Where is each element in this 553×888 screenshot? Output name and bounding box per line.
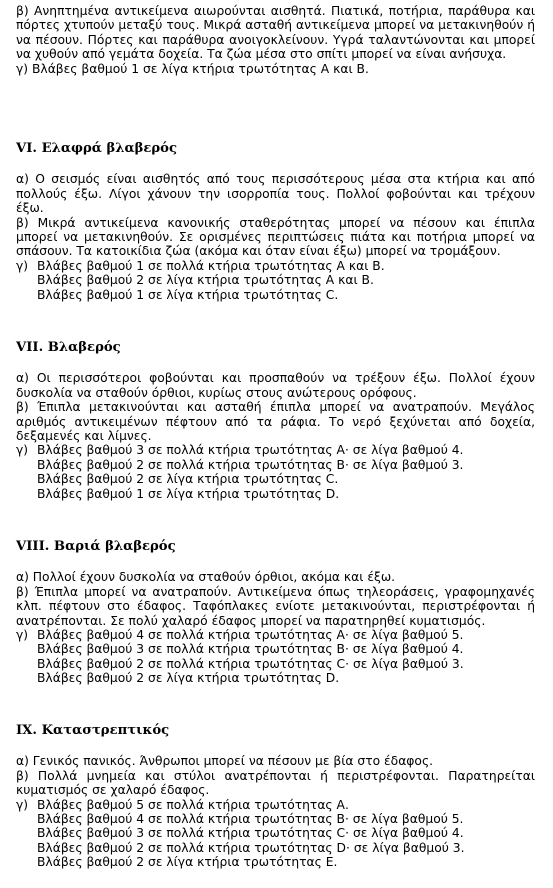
paragraph-b: β) Έπιπλα μετακινούνται και ασταθή έπιπλα μπορεί να ανατραπούν. Μεγάλος αριθμός αντικειμένων πέφτουν από τα ράφια. Το νερό ξεχύνεται από δοχεία, δεξαμενές και λίμνες. <box>16 400 535 444</box>
intro-paragraph-g: γ) Βλάβες βαθμού 1 σε λίγα κτήρια τρωτότητας Α και Β. <box>16 61 369 76</box>
grade-line: Βλάβες βαθμού 1 σε λίγα κτήρια τρωτότητας C. <box>37 287 339 302</box>
grade-label: γ) <box>16 443 29 458</box>
intro-paragraph-b: β) Ανηπτημένα αντικείμενα αιωρούνται αισθητά. Πιατικά, ποτήρια, παράθυρα και πόρτες χτυπούν μεταξύ τους. Μικρά ασταθή αντικείμενα μπορεί να μετακινηθούν ή να πέσουν. Πόρτες και παράθυρα ανοιγοκλείνουν. Υγρά ταλαντώνονται και μπορεί να χυθούν από γεμάτα δοχεία. Τα ζώα μέσα στο σπίτι μπορεί να είναι ανήσυχα. <box>16 4 535 62</box>
grade-list <box>16 259 535 273</box>
grade-line: Βλάβες βαθμού 1 σε πολλά κτήρια τρωτότητας Α και Β. <box>37 258 385 273</box>
intro-block <box>16 4 535 76</box>
paragraph-b: β) Έπιπλα μπορεί να ανατραπούν. Αντικείμενα όπως τηλεοράσεις, γραφομηχανές κλπ. πέφτουν στο έδαφος. Ταφόπλακες ενίοτε μετακινούνται, περιστρέφονται ή ανατρέπονται. Σε πολύ χαλαρό έδαφος μπορεί να παρατηρηθεί κυματισμός. <box>16 584 535 628</box>
paragraph-b: β) Πολλά μνημεία και στύλοι ανατρέπονται ή περιστρέφονται. Παρατηρείται κυματισμός σε χαλαρό έδαφος. <box>16 768 535 798</box>
grade-list <box>16 798 535 812</box>
section-heading: VII. Βλαβερός <box>16 340 121 355</box>
grade-line: Βλάβες βαθμού 2 σε λίγα κτήρια τρωτότητας Ε. <box>37 855 338 870</box>
grade-line: Βλάβες βαθμού 4 σε πολλά κτήρια τρωτότητας Α· σε λίγα βαθμού 5. <box>37 628 464 643</box>
section-viii <box>16 540 535 686</box>
grade-line: Βλάβες βαθμού 2 σε πολλά κτήρια τρωτότητας C· σε λίγα βαθμού 3. <box>37 656 464 671</box>
grade-line: Βλάβες βαθμού 2 σε πολλά κτήρια τρωτότητας Β· σε λίγα βαθμού 3. <box>37 457 464 472</box>
grade-line: Βλάβες βαθμού 2 σε πολλά κτήρια τρωτότητας D· σε λίγα βαθμού 3. <box>37 840 465 855</box>
section-ix <box>16 724 535 870</box>
section-heading: VI. Ελαφρά βλαβερός <box>16 141 177 156</box>
grade-line: Βλάβες βαθμού 4 σε πολλά κτήρια τρωτότητας Β· σε λίγα βαθμού 5. <box>37 812 464 827</box>
paragraph-b: β) Μικρά αντικείμενα κανονικής σταθερότητας μπορεί να πέσουν και έπιπλα μπορεί να μετακινηθούν. Σε ορισμένες περιπτώσεις πιάτα και ποτήρια μπορεί να σπάσουν. Τα κατοικίδια ζώα (ακόμα και όταν είναι έξω) μπορεί να τρομάξουν. <box>16 215 535 259</box>
grade-list <box>16 443 535 457</box>
grade-line: Βλάβες βαθμού 1 σε λίγα κτήρια τρωτότητας D. <box>37 486 340 501</box>
grade-line: Βλάβες βαθμού 3 σε πολλά κτήρια τρωτότητας C· σε λίγα βαθμού 4. <box>37 826 464 841</box>
section-vii <box>16 341 535 501</box>
grade-line: Βλάβες βαθμού 5 σε πολλά κτήρια τρωτότητας Α. <box>37 797 349 812</box>
section-heading: VIII. Βαριά βλαβερός <box>16 539 176 554</box>
paragraph-a: α) Πολλοί έχουν δυσκολία να σταθούν όρθιοι, ακόμα και έξω. <box>16 570 396 585</box>
grade-label: γ) <box>16 628 29 643</box>
grade-list <box>16 628 535 642</box>
paragraph-a: α) Οι περισσότεροι φοβούνται και προσπαθούν να τρέξουν έξω. Πολλοί έχουν δυσκολία να σταθούν όρθιοι, κυρίως στους ανώτερους ορόφους. <box>16 371 535 400</box>
grade-line: Βλάβες βαθμού 3 σε πολλά κτήρια τρωτότητας Β· σε λίγα βαθμού 4. <box>37 642 464 657</box>
grade-label: γ) <box>16 258 29 273</box>
paragraph-a: α) Ο σεισμός είναι αισθητός από τους περισσότερους μέσα στα κτήρια και από πολλούς έξω. Λίγοι χάνουν την ισορροπία τους. Πολλοί φοβούνται και τρέχουν έξω. <box>16 172 535 216</box>
section-heading: IX. Καταστρεπτικός <box>16 723 170 738</box>
grade-line: Βλάβες βαθμού 2 σε λίγα κτήρια τρωτότητας D. <box>37 671 340 686</box>
grade-line: Βλάβες βαθμού 2 σε λίγα κτήρια τρωτότητας C. <box>37 472 339 487</box>
grade-line: Βλάβες βαθμού 2 σε λίγα κτήρια τρωτότητας Α και Β. <box>37 273 374 288</box>
paragraph-a: α) Γενικός πανικός. Άνθρωποι μπορεί να πέσουν με βία στο έδαφος. <box>16 754 434 769</box>
grade-line: Βλάβες βαθμού 3 σε πολλά κτήρια τρωτότητας Α· σε λίγα βαθμού 4. <box>37 443 464 458</box>
grade-label: γ) <box>16 797 29 812</box>
section-vi <box>16 142 535 302</box>
